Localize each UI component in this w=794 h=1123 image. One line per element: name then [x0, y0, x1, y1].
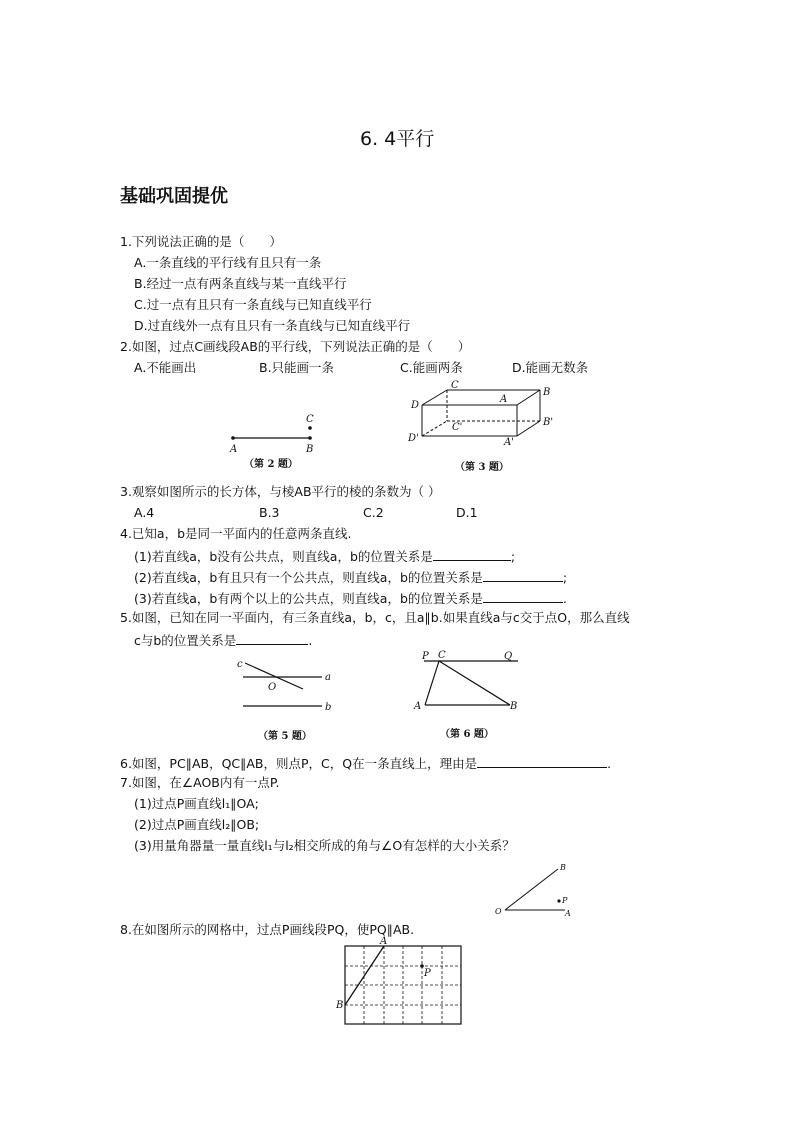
figure-q3: [400, 378, 570, 476]
q4-part-1: (1)若直线a，b没有公共点，则直线a，b的位置关系是 ;: [134, 549, 516, 564]
label-c: c: [237, 659, 243, 670]
q3-stem: 3.观察如图所示的长方体，与棱AB平行的棱的条数为（ ）: [120, 484, 441, 499]
q7-part-1: (1)过点P画直线l₁∥OA;: [134, 796, 259, 811]
label-a: A: [414, 701, 422, 712]
q2-option-d: D.能画无数条: [512, 360, 589, 375]
figure-q3-caption: （第 3 题）: [455, 462, 509, 473]
q2-stem: 2.如图，过点C画线段AB的平行线，下列说法正确的是（ ）: [120, 339, 471, 354]
q2-option-c: C.能画两条: [400, 360, 463, 375]
label-b: B: [510, 701, 518, 712]
q7-part-2: (2)过点P画直线l₂∥OB;: [134, 817, 260, 832]
q1-stem: 1.下列说法正确的是（ ）: [120, 234, 282, 249]
label-a: A: [500, 394, 508, 405]
q3-option-b: B.3: [259, 505, 280, 520]
label-b-prime: B': [543, 417, 554, 428]
label-o: O: [495, 907, 502, 916]
answer-blank[interactable]: [433, 547, 511, 561]
figure-q6-caption: （第 6 题）: [440, 729, 494, 740]
label-a: a: [325, 672, 331, 683]
figure-q6: [410, 646, 525, 746]
label-o: O: [268, 682, 277, 693]
label-a: A: [380, 936, 388, 947]
label-b: B: [306, 444, 314, 455]
label-c-prime: C': [452, 422, 463, 433]
label-b: B: [560, 863, 566, 872]
figure-q2-caption: （第 2 题）: [244, 459, 298, 470]
label-b: B: [543, 387, 551, 398]
q4-part-2: (2)若直线a，b有且只有一个公共点，则直线a，b的位置关系是 ;: [134, 570, 568, 585]
q3-option-c: C.2: [363, 505, 384, 520]
q7-stem: 7.如图，在∠AOB内有一点P.: [120, 775, 280, 790]
label-p: P: [422, 651, 429, 662]
q1-option-b: B.经过一点有两条直线与某一直线平行: [134, 276, 347, 291]
q1-option-c: C.过一点有且只有一条直线与已知直线平行: [134, 297, 372, 312]
label-c: C: [306, 414, 314, 425]
label-a: A: [230, 444, 238, 455]
q3-option-a: A.4: [134, 505, 155, 520]
q7-part-3: (3)用量角器量一量直线l₁与l₂相交所成的角与∠O有怎样的大小关系？: [134, 838, 515, 853]
q5-stem-line2: c与b的位置关系是 .: [134, 633, 313, 648]
section-heading: 基础巩固提优: [120, 186, 228, 207]
q1-option-a: A.一条直线的平行线有且只有一条: [134, 255, 322, 270]
label-q: Q: [504, 651, 513, 662]
answer-blank[interactable]: [236, 631, 308, 645]
label-c: C: [451, 380, 459, 391]
q2-option-a: A.不能画出: [134, 360, 197, 375]
q8-stem: 8.在如图所示的网格中，过点P画线段PQ，使PQ∥AB.: [120, 922, 415, 937]
answer-blank[interactable]: [483, 589, 563, 603]
q6-stem: 6.如图，PC∥AB，QC∥AB，则点P，C，Q在一条直线上，理由是 .: [120, 756, 612, 771]
label-p: P: [562, 896, 568, 905]
q4-part-3: (3)若直线a，b有两个以上的公共点，则直线a，b的位置关系是 .: [134, 591, 567, 606]
label-a: A: [565, 909, 571, 918]
figure-q7: [490, 858, 580, 920]
q3-option-d: D.1: [456, 505, 478, 520]
label-a-prime: A': [504, 437, 514, 448]
label-p: P: [424, 968, 431, 979]
label-d-prime: D': [408, 433, 419, 444]
label-c: C: [438, 650, 446, 661]
q5-stem-line1: 5.如图，已知在同一平面内，有三条直线a，b，c，且a∥b.如果直线a与c交于点O，那么直线: [120, 610, 630, 625]
label-b: B: [336, 1000, 344, 1011]
label-b: b: [325, 702, 332, 713]
answer-blank[interactable]: [483, 568, 563, 582]
figure-q2: [220, 408, 330, 474]
q2-option-b: B.只能画一条: [259, 360, 335, 375]
figure-q8: [332, 936, 466, 1028]
label-d: D: [411, 400, 420, 411]
figure-q5-caption: （第 5 题）: [258, 731, 312, 742]
q4-stem: 4.已知a，b是同一平面内的任意两条直线.: [120, 526, 352, 541]
figure-q5: [230, 654, 345, 746]
q1-option-d: D.过直线外一点有且只有一条直线与已知直线平行: [134, 318, 411, 333]
page-title: 6. 4平行: [360, 128, 435, 150]
answer-blank[interactable]: [477, 754, 607, 768]
